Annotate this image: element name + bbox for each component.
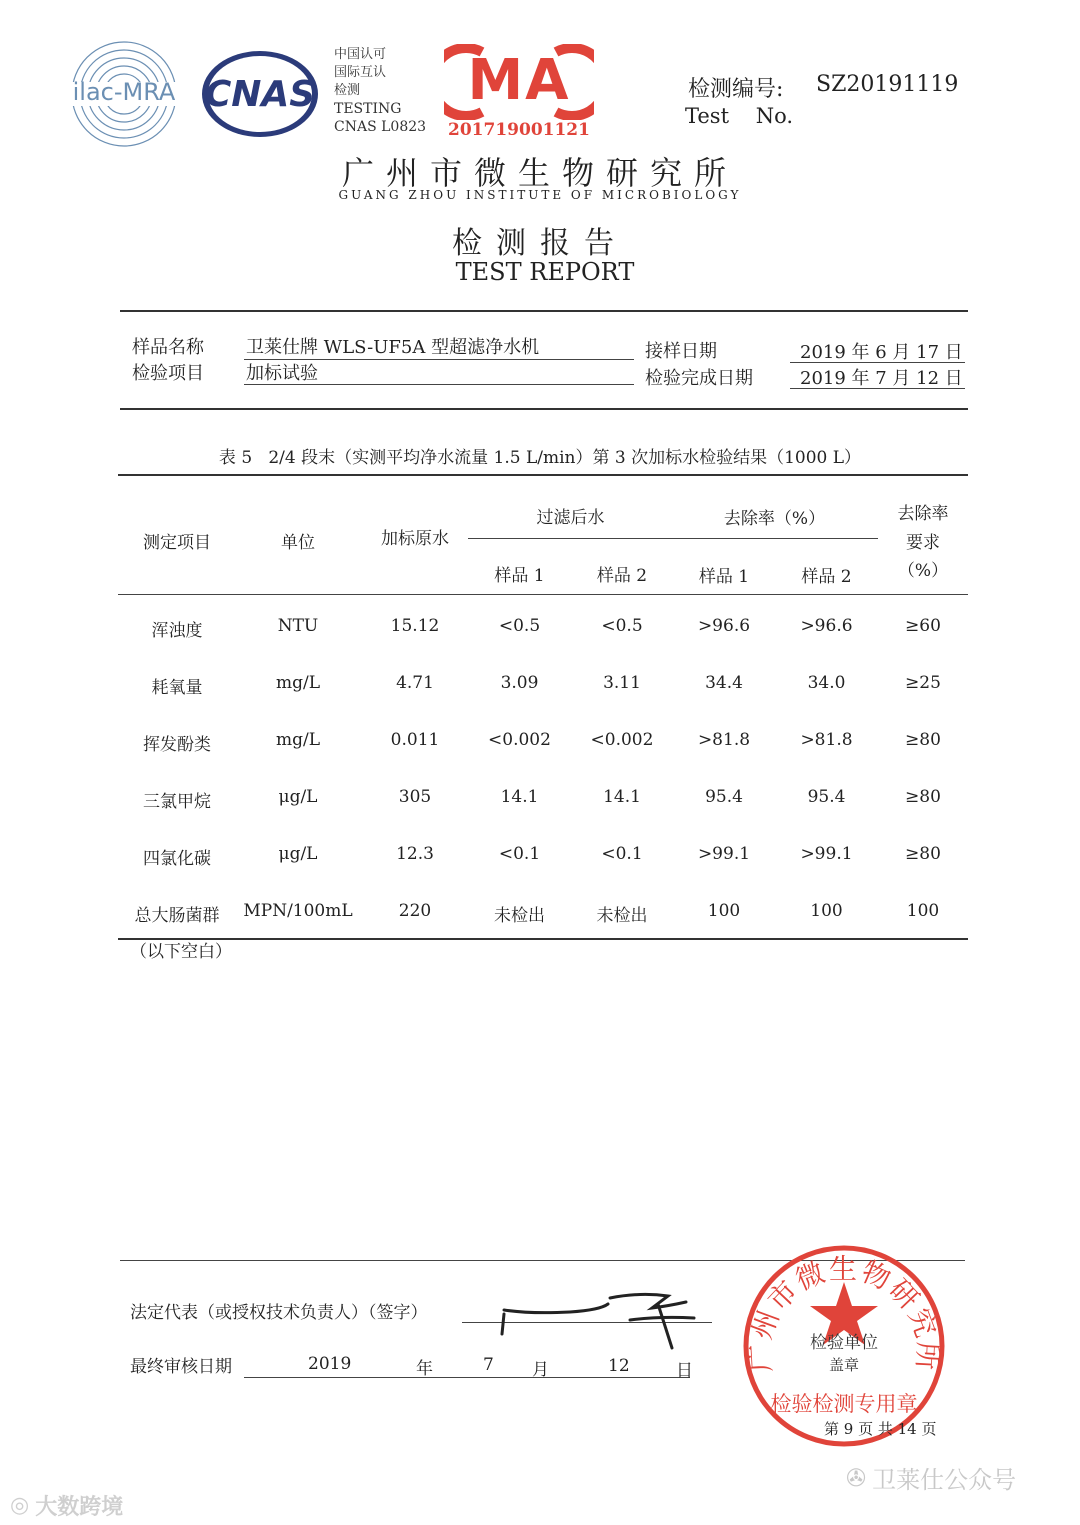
review-date-label: 最终审核日期 [130, 1357, 232, 1377]
signature-mark [490, 1284, 710, 1354]
header-item: 测定项目 [143, 533, 211, 553]
institute-name-en: GUANG ZHOU INSTITUTE OF MICROBIOLOGY [338, 188, 742, 202]
stamp-bottom-text: 检验检测专用章 [770, 1392, 918, 1416]
table-cell-r2: 95.4 [807, 787, 846, 807]
table-cell-f2: <0.002 [590, 730, 654, 750]
table-cell-f2: <0.5 [601, 616, 643, 636]
wechat-icon: ✇ [846, 1463, 867, 1492]
complete-date-underline [790, 388, 965, 389]
table-cell-unit: mg/L [275, 673, 321, 693]
table-cell-item: 三氯甲烷 [143, 792, 211, 812]
table-cell-raw: 15.12 [390, 616, 440, 636]
table-cell-r2: 100 [810, 901, 843, 921]
table-cell-raw: 0.011 [390, 730, 440, 750]
table-cell-req: ≥25 [905, 673, 941, 693]
table-cell-req: ≥60 [905, 616, 941, 636]
table-top-rule [118, 474, 968, 476]
table-cell-r1: >96.6 [697, 616, 751, 636]
table-cell-item: 挥发酚类 [143, 735, 211, 755]
review-date-underline [244, 1377, 690, 1378]
table-cell-unit: mg/L [275, 730, 321, 750]
header-removal-s1: 样品 1 [698, 567, 750, 587]
test-no-label-en: Test No. [685, 104, 794, 128]
corner-watermark-text: 大数跨境 [35, 1495, 124, 1520]
table-cell-raw: 4.71 [396, 673, 434, 693]
stamp-center-1: 检验单位 [810, 1333, 878, 1353]
wechat-watermark [846, 1460, 1016, 1495]
review-year: 2019 [308, 1354, 352, 1374]
accreditation-text [334, 46, 444, 136]
review-day-char: 日 [676, 1361, 693, 1381]
table-cell-item: 耗氧量 [151, 678, 203, 698]
review-day: 12 [608, 1356, 630, 1376]
header-req-3: （%） [897, 561, 949, 581]
table-cell-item: 总大肠菌群 [134, 906, 220, 926]
table-cell-r2: >99.1 [800, 844, 853, 864]
header-filtered: 过滤后水 [536, 508, 605, 528]
header-filtered-s2: 样品 2 [596, 566, 648, 586]
header-filtered-s1: 样品 1 [494, 566, 545, 586]
table-cell-f2: 3.11 [603, 673, 641, 693]
table-cell-req: 100 [906, 901, 940, 921]
receive-date-label: 接样日期 [645, 341, 717, 362]
header-raw: 加标原水 [381, 529, 449, 549]
table-cell-f1: <0.002 [488, 730, 551, 750]
header-req-1: 去除率 [897, 504, 949, 524]
table-cell-f2: 14.1 [603, 787, 641, 807]
cnas-logo [198, 48, 322, 140]
accreditation-line-1: 中国认可 [334, 47, 387, 62]
accreditation-line-4: TESTING [334, 101, 402, 117]
table-cell-f1: <0.1 [498, 844, 541, 864]
stamp-center-2: 盖章 [828, 1356, 859, 1374]
review-month-char: 月 [532, 1360, 549, 1380]
table-cell-item: 四氯化碳 [143, 849, 211, 869]
table-cell-r1: >81.8 [697, 730, 751, 750]
table-bottom-rule [118, 938, 968, 940]
corner-watermark [10, 1490, 123, 1521]
info-bottom-rule [120, 408, 968, 410]
header-removal-s2: 样品 2 [801, 567, 852, 587]
table-cell-f2: 未检出 [596, 906, 648, 926]
cma-number: 201719001121 [448, 120, 590, 140]
info-top-rule [120, 310, 968, 312]
test-no-value: SZ20191119 [816, 72, 959, 97]
institute-name-cn: 广州市微生物研究所 [341, 154, 738, 192]
signature-label: 法定代表（或授权技术负责人）（签字） [130, 1303, 428, 1323]
test-item-label: 检验项目 [132, 363, 204, 384]
ilac-logo [62, 38, 186, 150]
header-unit: 单位 [281, 533, 315, 553]
table-cell-req: ≥80 [905, 787, 941, 807]
complete-date-label: 检验完成日期 [645, 368, 753, 389]
ilac-logo-text: ilac-MRA [72, 78, 176, 106]
table-cell-unit: MPN/100mL [243, 901, 353, 921]
header-bottom-rule [118, 594, 968, 595]
table-cell-r1: 100 [707, 901, 741, 921]
table-cell-raw: 12.3 [396, 844, 434, 864]
table-cell-unit: μg/L [278, 844, 318, 864]
table-cell-r1: >99.1 [697, 844, 751, 864]
table-cell-f1: 14.1 [500, 787, 539, 807]
cnas-logo-text: CNAS [204, 74, 316, 115]
table-cell-item: 浑浊度 [151, 621, 203, 641]
receive-date-underline [790, 362, 965, 363]
stamp-outer-text: 广州市微生物研究所 [743, 1252, 945, 1373]
table-cell-r2: >96.6 [800, 616, 853, 636]
test-item-underline [244, 384, 634, 385]
wechat-watermark-text: 卫莱仕公众号 [872, 1466, 1017, 1494]
table-cell-raw: 305 [398, 787, 432, 807]
receive-date-value: 2019 年 6 月 17 日 [800, 342, 963, 363]
accreditation-line-5: CNAS L0823 [334, 119, 427, 135]
table-caption: 表 5 2/4 段末（实测平均净水流量 1.5 L/min）第 3 次加标水检验结果（1000 L） [218, 448, 862, 468]
table-cell-r2: >81.8 [800, 730, 853, 750]
header-sub-rule [468, 538, 878, 539]
header-req-2: 要求 [906, 533, 940, 553]
page-info: 第 9 页 共 14 页 [824, 1420, 937, 1438]
table-cell-f1: 3.09 [500, 673, 539, 693]
table-cell-unit: NTU [277, 616, 319, 636]
cma-logo [444, 44, 594, 140]
report-title-en: TEST REPORT [455, 258, 635, 286]
review-year-char: 年 [416, 1359, 433, 1379]
table-cell-f2: <0.1 [601, 844, 643, 864]
header-removal: 去除率（%） [723, 509, 826, 529]
accreditation-line-3: 检测 [334, 83, 361, 98]
table-cell-r1: 34.4 [705, 673, 743, 693]
accreditation-line-2: 国际互认 [334, 65, 387, 80]
report-title-cn: 检测报告 [452, 226, 628, 261]
test-no-label-cn: 检测编号: [688, 77, 784, 102]
table-cell-req: ≥80 [905, 844, 941, 864]
table-cell-f1: <0.5 [498, 616, 541, 636]
table-cell-req: ≥80 [905, 730, 941, 750]
table-cell-raw: 220 [398, 901, 432, 921]
table-cell-unit: μg/L [278, 787, 318, 807]
review-month: 7 [483, 1355, 494, 1375]
sample-name-value: 卫莱仕牌 WLS-UF5A 型超滤净水机 [246, 337, 540, 358]
cma-logo-text: MA [467, 48, 571, 113]
corner-watermark-icon: ◎ [10, 1493, 30, 1518]
table-cell-r2: 34.0 [807, 673, 846, 693]
blank-note: （以下空白） [130, 942, 232, 962]
table-cell-f1: 未检出 [494, 906, 545, 926]
complete-date-value: 2019 年 7 月 12 日 [800, 368, 963, 389]
table-cell-r1: 95.4 [705, 787, 743, 807]
sample-name-label: 样品名称 [132, 337, 204, 358]
test-item-value: 加标试验 [246, 363, 318, 384]
